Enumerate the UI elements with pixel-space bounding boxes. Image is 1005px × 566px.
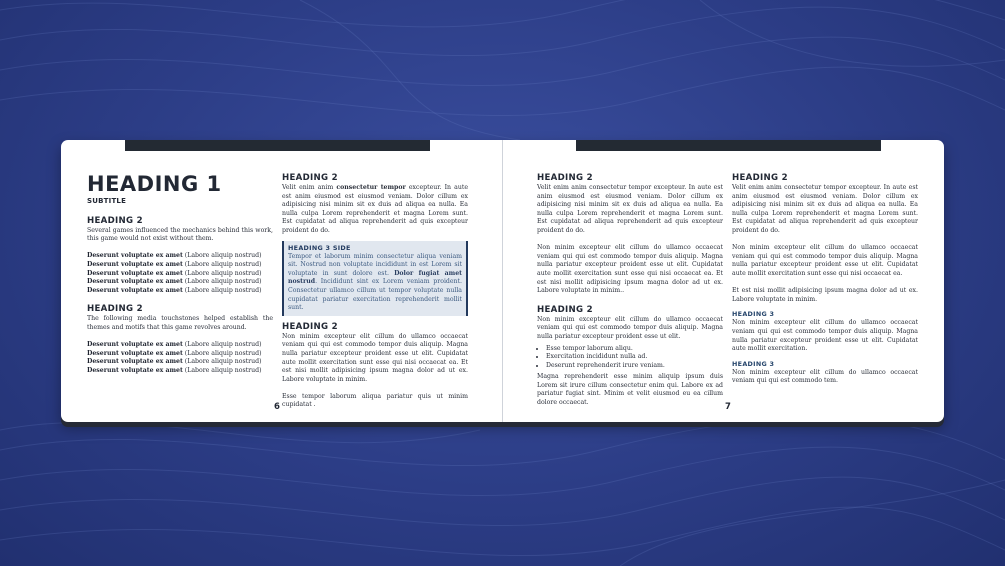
sidebar-heading: HEADING 3 SIDE [288, 243, 351, 252]
list-item: Deserunt voluptate ex amet (Labore aliquip nostrud) [87, 252, 262, 260]
right-page-column-2 [732, 173, 918, 386]
list-item: Deserunt voluptate ex amet (Labore aliquip nostrud) [87, 260, 262, 268]
heading-1: HEADING 1 [87, 172, 222, 196]
right-header-bar [576, 140, 881, 151]
paragraph: Magna reprehenderit esse minim aliquip ipsum duis Lorem sit irure cillum consectetur enim qui. Labore ex ad pariatur fugiat sint. Minim et velit eiusmod eu ea cillum dolore occaecat. [537, 373, 723, 407]
heading-3: HEADING 3 [732, 310, 775, 319]
list-item: Deserunt voluptate ex amet (Labore aliquip nostrud) [87, 286, 262, 294]
heading-2: HEADING 2 [282, 173, 338, 183]
heading-2: HEADING 2 [87, 215, 143, 226]
list-item: Deserunt voluptate ex amet (Labore aliquip nostrud) [87, 341, 262, 349]
paragraph: Several games influenced the mechanics behind this work, this game would not exist without them. [87, 226, 273, 243]
paragraph: Velit enim anim consectetur tempor excepteur. In aute est anim eiusmod est eiusmod veniam. Dolor cillum ex adipisicing nisi minim sit ex duis ad aliqua ea nulla. Ea nulla culpa Lorem reprehenderit et magna Lorem sunt. Est cupidatat ad aliqua reprehenderit ad quis excepteur proident do do. [537, 184, 723, 234]
paragraph: Non minim excepteur elit cillum do ullamco occaecat veniam qui qui est commodo tempor duis aliquip. Magna nulla pariatur excepteur proident esse ut elit. Cupidatat aute mollit exercitation sunt esse qui nisi occaecat ea. [732, 244, 918, 277]
paragraph: Et est nisi mollit adipisicing ipsum magna dolor ad ut ex. Labore voluptate in minim. [732, 287, 918, 303]
left-page-column-2 [282, 173, 468, 410]
heading-2: HEADING 2 [537, 304, 593, 315]
subtitle: SUBTITLE [87, 197, 127, 205]
paragraph: Velit enim anim consectetur tempor excepteur. In aute est anim eiusmod est eiusmod veniam. Dolor cillum ex adipisicing nisi minim sit ex duis ad aliqua ea nulla. Ea nulla culpa Lorem reprehenderit et magna Lorem sunt. Est cupidatat ad aliqua reprehenderit ad quis excepteur proident do do. [732, 184, 918, 234]
paragraph: Non minim excepteur elit cillum do ullamco occaecat veniam qui qui est commodo tem. [732, 368, 918, 385]
left-header-bar [125, 140, 430, 151]
reference-list [87, 252, 273, 295]
list-item: • Exercitation incididunt nulla ad. [546, 353, 723, 362]
paragraph: The following media touchstones helped establish the themes and motifs that this game revolves around. [87, 315, 273, 331]
bullet-list [537, 345, 723, 371]
page-number-right: 7 [725, 402, 731, 412]
heading-2: HEADING 2 [87, 304, 143, 315]
paragraph: Velit enim anim consectetur tempor excepteur. In aute est anim eiusmod est eiusmod veniam. Dolor cillum ex adipisicing nisi minim sit ex duis ad aliqua ea nulla. Ea nulla culpa Lorem reprehenderit et magna Lorem sunt. Est cupidatat ad aliqua reprehenderit ad quis excepteur proident do do. [282, 184, 468, 234]
list-item: Deserunt voluptate ex amet (Labore aliquip nostrud) [87, 358, 262, 366]
paragraph: Non minim excepteur elit cillum do ullamco occaecat veniam qui qui est commodo tempor duis aliquip. Magna nulla pariatur excepteur proident esse ut elit. [537, 315, 723, 340]
book-spine [502, 140, 503, 422]
sidebar-text: Tempor et laborum minim consectetur aliqua veniam sit. Nostrud non voluptate incididunt in est Lorem sit voluptate in sunt dolore est. Dolor fugiat amet nostrud. Incididunt sint ex Lorem veniam proident. Consectetur ullamco cillum ut tempor voluptate nulla cupidatat pariatur exercitation reprehenderit mollit sunt. [288, 252, 462, 312]
paragraph: Non minim excepteur elit cillum do ullamco occaecat veniam qui qui est commodo tempor duis aliquip. Magna nulla pariatur excepteur proident esse ut elit. Cupidatat aute mollit exercitation sunt esse qui nisi occaecat ea. Et est nisi mollit adipisicing ipsum magna dolor ad ut ex. Labore voluptate in minim. [282, 332, 468, 383]
heading-2: HEADING 2 [537, 173, 593, 183]
heading-2: HEADING 2 [732, 173, 788, 183]
list-item: Deserunt voluptate ex amet (Labore aliquip nostrud) [87, 366, 262, 374]
book-spread [61, 140, 944, 422]
list-item: Deserunt voluptate ex amet (Labore aliquip nostrud) [87, 269, 262, 277]
paragraph: Non minim excepteur elit cillum do ullamco occaecat veniam qui qui est commodo tempor duis aliquip. Magna nulla pariatur excepteur proident esse ut elit. Cupidatat aute mollit exercitation sunt esse qui nisi occaecat ea. Et est nisi mollit adipisicing ipsum magna dolor ad ut ex. Labore voluptate in minim.. [537, 244, 723, 295]
left-page-column-1 [87, 173, 273, 376]
heading-3: HEADING 3 [732, 359, 775, 368]
paragraph: Non minim excepteur elit cillum do ullamco occaecat veniam qui qui est commodo tempor duis aliquip. Magna nulla pariatur excepteur proident esse ut elit. Cupidatat aute mollit exercitation. [732, 319, 918, 353]
list-item: • Deserunt reprehenderit irure veniam. [546, 362, 723, 371]
right-page-column-1 [537, 173, 723, 408]
list-item: Deserunt voluptate ex amet (Labore aliquip nostrud) [87, 349, 262, 357]
page-number-left: 6 [274, 402, 280, 412]
sidebar-box [282, 241, 468, 316]
paragraph: Esse tempor laborum aliqua pariatur quis ut minim cupidatat . [282, 392, 468, 409]
list-item: • Esse tempor laborum aliqu. [546, 345, 723, 354]
media-list [87, 341, 273, 375]
list-item: Deserunt voluptate ex amet (Labore aliquip nostrud) [87, 278, 262, 286]
heading-2: HEADING 2 [282, 321, 338, 332]
